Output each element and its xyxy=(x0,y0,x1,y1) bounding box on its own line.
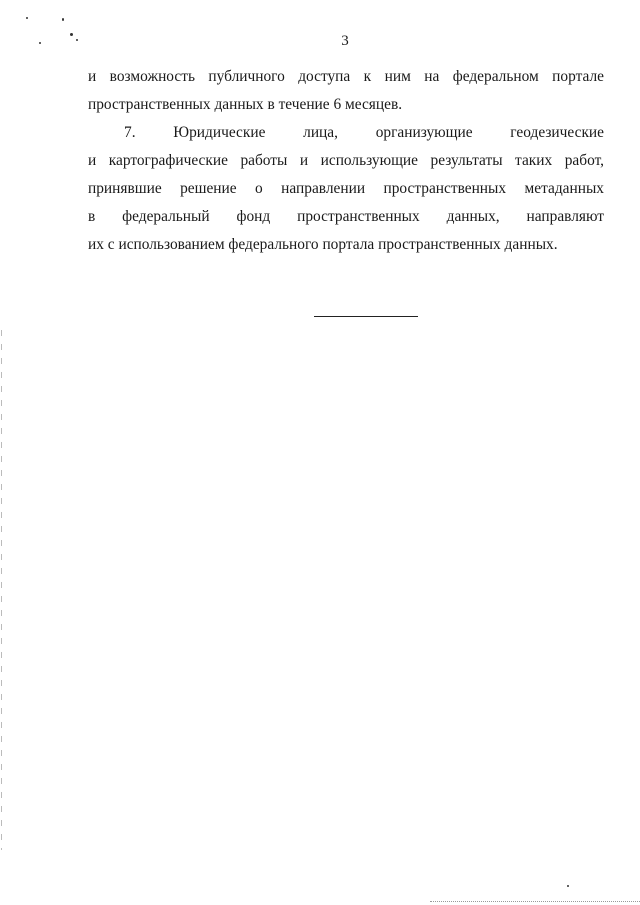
text-line: и картографические работы и использующие результаты таких работ, xyxy=(88,152,604,169)
scan-speck xyxy=(62,18,64,21)
scan-bottom-edge xyxy=(430,901,640,902)
end-separator-line xyxy=(314,316,418,317)
scan-speck xyxy=(567,885,569,887)
text-line: принявшие решение о направлении пространственных метаданных xyxy=(88,180,604,197)
text-line: 7. Юридические лица, организующие геодезические xyxy=(124,124,604,141)
scan-margin-mark xyxy=(1,330,2,850)
page-number: 3 xyxy=(341,33,349,49)
text-line: и возможность публичного доступа к ним на федеральном портале xyxy=(88,68,604,85)
text-line: их с использованием федерального портала пространственных данных. xyxy=(88,236,558,253)
text-line: в федеральный фонд пространственных данных, направляют xyxy=(88,208,604,225)
scan-speck xyxy=(26,17,28,19)
document-body xyxy=(88,63,604,259)
text-line: пространственных данных в течение 6 месяцев. xyxy=(88,96,403,113)
